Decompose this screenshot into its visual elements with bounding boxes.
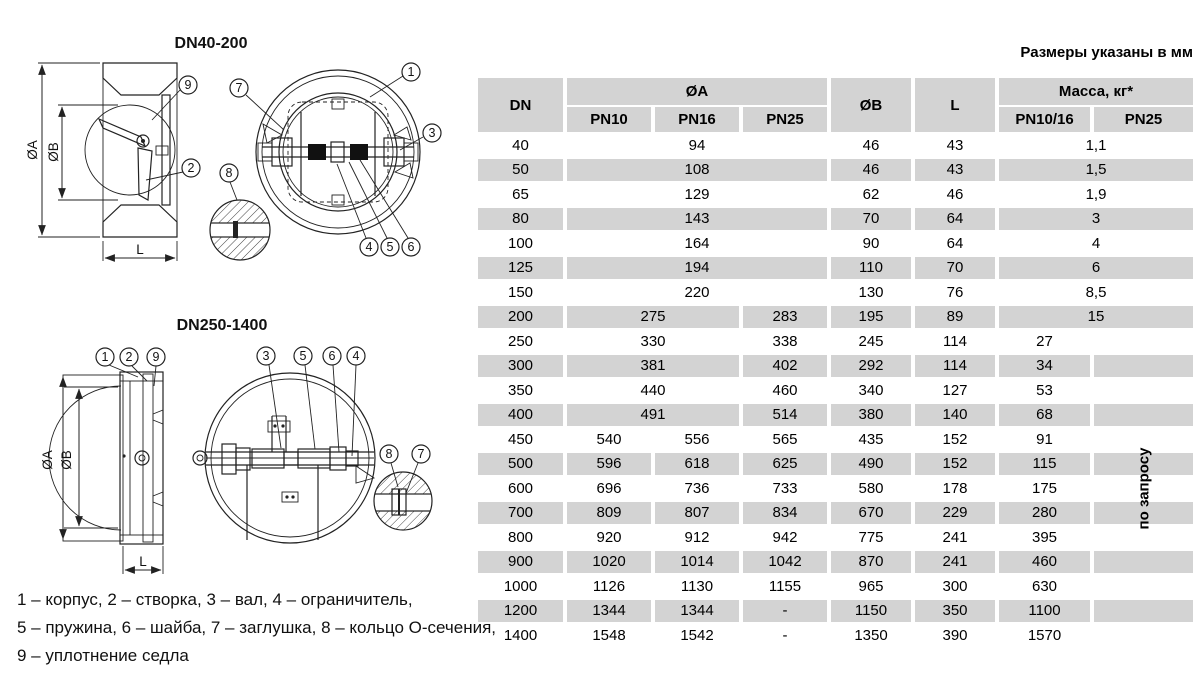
table-cell: 870 [831,551,911,574]
table-cell: 91 [999,428,1090,451]
table-cell: 4 [999,232,1193,255]
table-cell: 1042 [743,551,827,574]
table-cell: 275 [567,306,739,329]
dim-label-oa-bottom: ØA [40,450,55,470]
table-cell: 912 [655,526,739,549]
table-cell: 194 [567,257,827,280]
svg-text:4: 4 [352,349,360,363]
table-cell: 390 [915,624,995,647]
table-cell: 140 [915,404,995,427]
callout-8-top [220,164,238,200]
table-cell: 46 [915,183,995,206]
front-view-dn250 [193,373,375,543]
table-cell: 175 [999,477,1090,500]
table-cell: 807 [655,502,739,525]
table-cell: 6 [999,257,1193,280]
table-cell: 143 [567,208,827,231]
table-cell: 618 [655,453,739,476]
svg-text:9: 9 [184,78,192,92]
svg-text:7: 7 [417,447,425,461]
callout-5-bottom [294,347,315,449]
legend-line-3: 9 – уплотнение седла [17,646,189,665]
table-cell: 350 [478,379,563,402]
table-cell [1094,526,1193,549]
table-cell: 350 [915,600,995,623]
table-cell: 76 [915,281,995,304]
svg-text:6: 6 [407,240,415,254]
svg-text:5: 5 [386,240,394,254]
units-note: Размеры указаны в мм [1020,44,1193,61]
table-cell: 70 [831,208,911,231]
table-cell: 68 [999,404,1090,427]
side-view-dn40 [25,63,177,261]
table-cell: 64 [915,208,995,231]
table-cell: 1542 [655,624,739,647]
svg-text:8: 8 [225,166,233,180]
table-cell: 229 [915,502,995,525]
table-cell: 395 [999,526,1090,549]
table-cell: 127 [915,379,995,402]
table-cell: 94 [567,134,827,157]
table-cell: 670 [831,502,911,525]
table-cell: 90 [831,232,911,255]
table-cell: - [743,600,827,623]
table-cell: 1000 [478,575,563,598]
table-cell: 114 [915,330,995,353]
table-cell: 89 [915,306,995,329]
table-cell: 1548 [567,624,651,647]
table-cell: 920 [567,526,651,549]
table-cell: 114 [915,355,995,378]
dim-label-l-top: L [136,242,144,257]
table-cell: 491 [567,404,739,427]
table-cell [1094,624,1193,647]
table-cell: 965 [831,575,911,598]
table-cell: 53 [999,379,1090,402]
table-cell: 696 [567,477,651,500]
table-cell: 195 [831,306,911,329]
table-cell: 46 [831,134,911,157]
header-pn16: PN16 [655,107,739,132]
table-cell: 440 [567,379,739,402]
table-cell: 1100 [999,600,1090,623]
table-cell: 115 [999,453,1090,476]
table-cell: 556 [655,428,739,451]
table-cell: 46 [831,159,911,182]
table-cell: 43 [915,159,995,182]
svg-text:1: 1 [407,65,415,79]
table-cell [1094,502,1193,525]
table-cell [1094,453,1193,476]
table-cell: 200 [478,306,563,329]
table-cell: 245 [831,330,911,353]
table-cell: 1,9 [999,183,1193,206]
dimensions-table [478,78,1193,647]
svg-text:1: 1 [101,350,109,364]
table-cell: 40 [478,134,563,157]
table-cell [1094,600,1193,623]
svg-text:5: 5 [299,349,307,363]
table-cell: 1350 [831,624,911,647]
table-cell: 1130 [655,575,739,598]
table-cell: 630 [999,575,1090,598]
table-cell: 1150 [831,600,911,623]
table-cell: 942 [743,526,827,549]
svg-text:2: 2 [125,350,133,364]
table-cell: 834 [743,502,827,525]
table-cell: 809 [567,502,651,525]
table-cell: 100 [478,232,563,255]
table-cell: 300 [915,575,995,598]
parts-legend [17,586,496,670]
table-cell: 241 [915,526,995,549]
table-cell: 900 [478,551,563,574]
table-cell: 8,5 [999,281,1193,304]
table-cell: 64 [915,232,995,255]
table-cell [1094,551,1193,574]
table-cell: 460 [743,379,827,402]
svg-text:9: 9 [152,350,160,364]
table-cell: 540 [567,428,651,451]
table-cell: 625 [743,453,827,476]
callout-4-top [337,164,378,256]
table-cell: 129 [567,183,827,206]
table-cell: 1570 [999,624,1090,647]
table-cell: 241 [915,551,995,574]
table-cell: 152 [915,453,995,476]
table-cell [1094,404,1193,427]
table-cell: 130 [831,281,911,304]
table-cell: 220 [567,281,827,304]
svg-text:6: 6 [328,349,336,363]
table-cell: 108 [567,159,827,182]
table-cell: 1400 [478,624,563,647]
table-cell: 1126 [567,575,651,598]
table-cell: 338 [743,330,827,353]
table-cell: 340 [831,379,911,402]
header-mass-pn25: PN25 [1094,107,1193,132]
svg-text:8: 8 [385,447,393,461]
table-cell: 500 [478,453,563,476]
table-cell [1094,575,1193,598]
table-cell: 125 [478,257,563,280]
table-cell: 34 [999,355,1090,378]
table-cell: 150 [478,281,563,304]
table-cell: 380 [831,404,911,427]
header-dn: DN [478,78,563,132]
table-cell: 490 [831,453,911,476]
table-cell: 1014 [655,551,739,574]
diagram-title-bottom: DN250-1400 [176,317,268,334]
table-cell: 43 [915,134,995,157]
table-cell: 600 [478,477,563,500]
table-cell: 250 [478,330,563,353]
header-pn25: PN25 [743,107,827,132]
callout-3-bottom [257,347,281,448]
table-cell: 27 [999,330,1090,353]
table-cell: 70 [915,257,995,280]
diagram-dn40-200 [0,26,470,308]
detail-view-oring [208,198,272,262]
table-cell [1094,355,1193,378]
side-view-dn250 [40,372,163,574]
table-cell: 3 [999,208,1193,231]
table-cell: 381 [567,355,739,378]
dim-label-ob-top: ØB [46,142,61,162]
header-db: ØB [831,78,911,132]
svg-text:4: 4 [365,240,373,254]
on-request-label: по запросу [1135,447,1152,530]
table-cell: 1155 [743,575,827,598]
header-pn10: PN10 [567,107,651,132]
diagram-title-top: DN40-200 [174,35,248,52]
svg-text:3: 3 [428,126,436,140]
table-cell: 800 [478,526,563,549]
table-cell: 65 [478,183,563,206]
header-mass-pn1016: PN10/16 [999,107,1090,132]
table-cell: 1020 [567,551,651,574]
table-cell: 736 [655,477,739,500]
table-cell: 450 [478,428,563,451]
svg-text:3: 3 [262,349,270,363]
legend-line-1: 1 – корпус, 2 – створка, 3 – вал, 4 – ограничитель, [17,590,413,609]
svg-text:7: 7 [235,81,243,95]
table-cell: 283 [743,306,827,329]
table-cell: 164 [567,232,827,255]
table-cell: 580 [831,477,911,500]
dim-label-oa-top: ØA [25,140,40,160]
table-cell: 1344 [655,600,739,623]
table-cell: - [743,624,827,647]
table-cell: 110 [831,257,911,280]
header-mass: Масса, кг* [999,78,1193,105]
table-cell [1094,330,1193,353]
dim-label-ob-bottom: ØB [59,450,74,470]
table-cell: 178 [915,477,995,500]
table-cell: 80 [478,208,563,231]
table-cell [1094,477,1193,500]
table-cell: 300 [478,355,563,378]
table-cell: 400 [478,404,563,427]
table-cell: 435 [831,428,911,451]
table-cell: 1200 [478,600,563,623]
table-cell: 775 [831,526,911,549]
diagram-dn250-1400 [0,308,470,586]
header-da: ØA [567,78,827,105]
table-cell: 402 [743,355,827,378]
table-cell: 460 [999,551,1090,574]
table-cell: 733 [743,477,827,500]
table-cell: 292 [831,355,911,378]
table-cell [1094,428,1193,451]
table-cell: 596 [567,453,651,476]
table-cell: 1344 [567,600,651,623]
table-cell: 700 [478,502,563,525]
table-cell: 15 [999,306,1193,329]
header-l: L [915,78,995,132]
table-cell: 514 [743,404,827,427]
legend-line-2: 5 – пружина, 6 – шайба, 7 – заглушка, 8 – кольцо О-сечения, [17,618,497,637]
table-cell: 1,1 [999,134,1193,157]
svg-text:2: 2 [187,161,195,175]
table-cell: 152 [915,428,995,451]
detail-view-plug [372,470,434,533]
table-cell: 330 [567,330,739,353]
callout-9 [152,76,197,120]
table-cell: 1,5 [999,159,1193,182]
table-cell: 565 [743,428,827,451]
callout-4-bottom [347,347,365,456]
table-cell: 62 [831,183,911,206]
table-cell: 280 [999,502,1090,525]
callout-9-bottom [147,348,165,386]
dim-label-l-bottom: L [139,554,147,569]
front-view-dn40 [256,70,420,234]
callout-6-bottom [323,347,341,452]
callout-7 [230,79,284,130]
table-cell [1094,379,1193,402]
table-cell: 50 [478,159,563,182]
